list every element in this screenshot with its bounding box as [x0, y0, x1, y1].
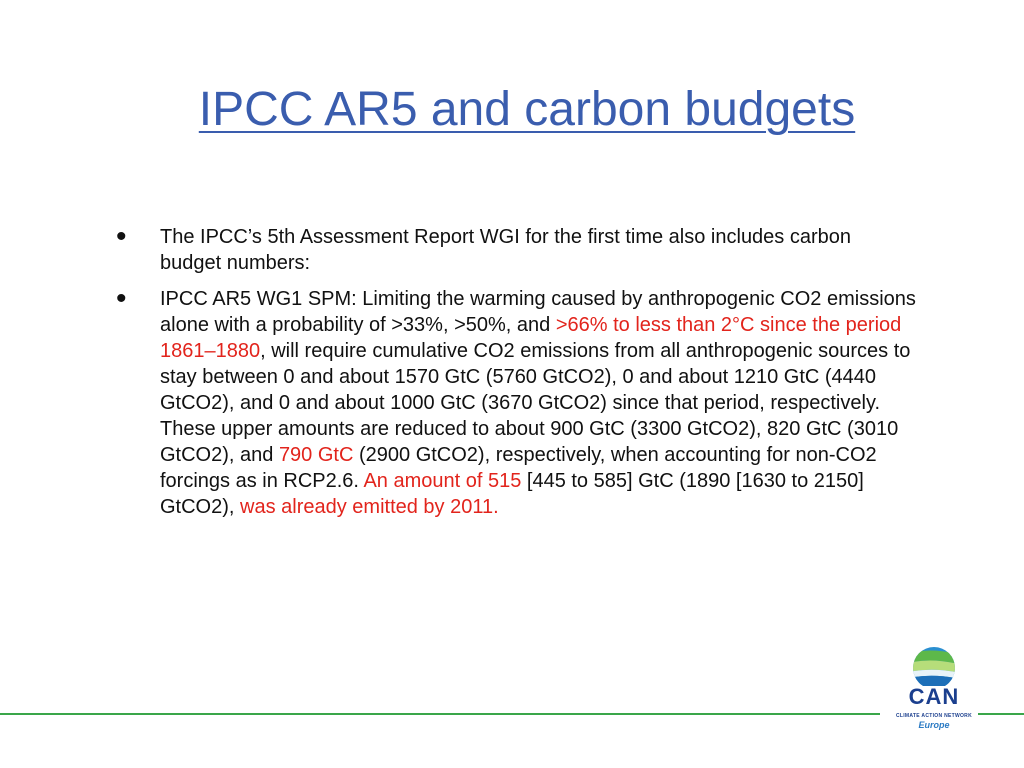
- slide-title: IPCC AR5 and carbon budgets: [198, 83, 856, 136]
- highlight-emitted-text: was already emitted by 2011.: [240, 496, 499, 518]
- highlight-amount-text: An amount of 515: [363, 470, 522, 492]
- bullet-dot-icon: •: [116, 220, 127, 253]
- bullet-item-1: [116, 220, 916, 276]
- bullet-list: [116, 220, 916, 530]
- bullet-item-2: [116, 282, 916, 520]
- can-europe-logo: [893, 646, 975, 730]
- highlight-budget-text: 790 GtC: [278, 444, 354, 466]
- bullet-text: The IPCC’s 5th Assessment Report WGI for the first time also includes carbon budget numbers:: [160, 226, 852, 274]
- bullet-text-segment: (2900 GtCO2), respectively, when accounting for non-CO2 forcings as in RCP2.6.: [160, 444, 877, 492]
- logo-region: Europe: [918, 720, 950, 730]
- logo-wordmark: CAN: [908, 684, 960, 709]
- footer-divider-left: [0, 713, 880, 715]
- bullet-text-segment: , will require cumulative CO2 emissions from all anthropogenic sources to stay between 0 and about 1570 GtC (5760 GtCO2), 0 and about 1210 GtC (4440 GtCO2), and 0 and about 1000 GtC (3670 GtCO2) since that period, respectively. These upper amounts are reduced to about 900 GtC (3300 GtCO2), 820 GtC (3010 GtCO2), and: [160, 340, 911, 466]
- bullet-text-segment: [445 to 585] GtC (1890 [1630 to 2150] GtCO2),: [160, 470, 864, 518]
- bullet-text-segment: IPCC AR5 WG1 SPM: Limiting the warming caused by anthropogenic CO2 emissions alone with a probability of >33%, >50%, and: [160, 288, 916, 336]
- logo-tagline: CLIMATE ACTION NETWORK: [895, 713, 973, 719]
- bullet-dot-icon: •: [116, 282, 127, 315]
- highlight-probability-text: >66% to less than 2°C since the period 1861–1880: [160, 314, 902, 362]
- globe-icon: [893, 646, 975, 686]
- footer-divider-right: [978, 713, 1024, 715]
